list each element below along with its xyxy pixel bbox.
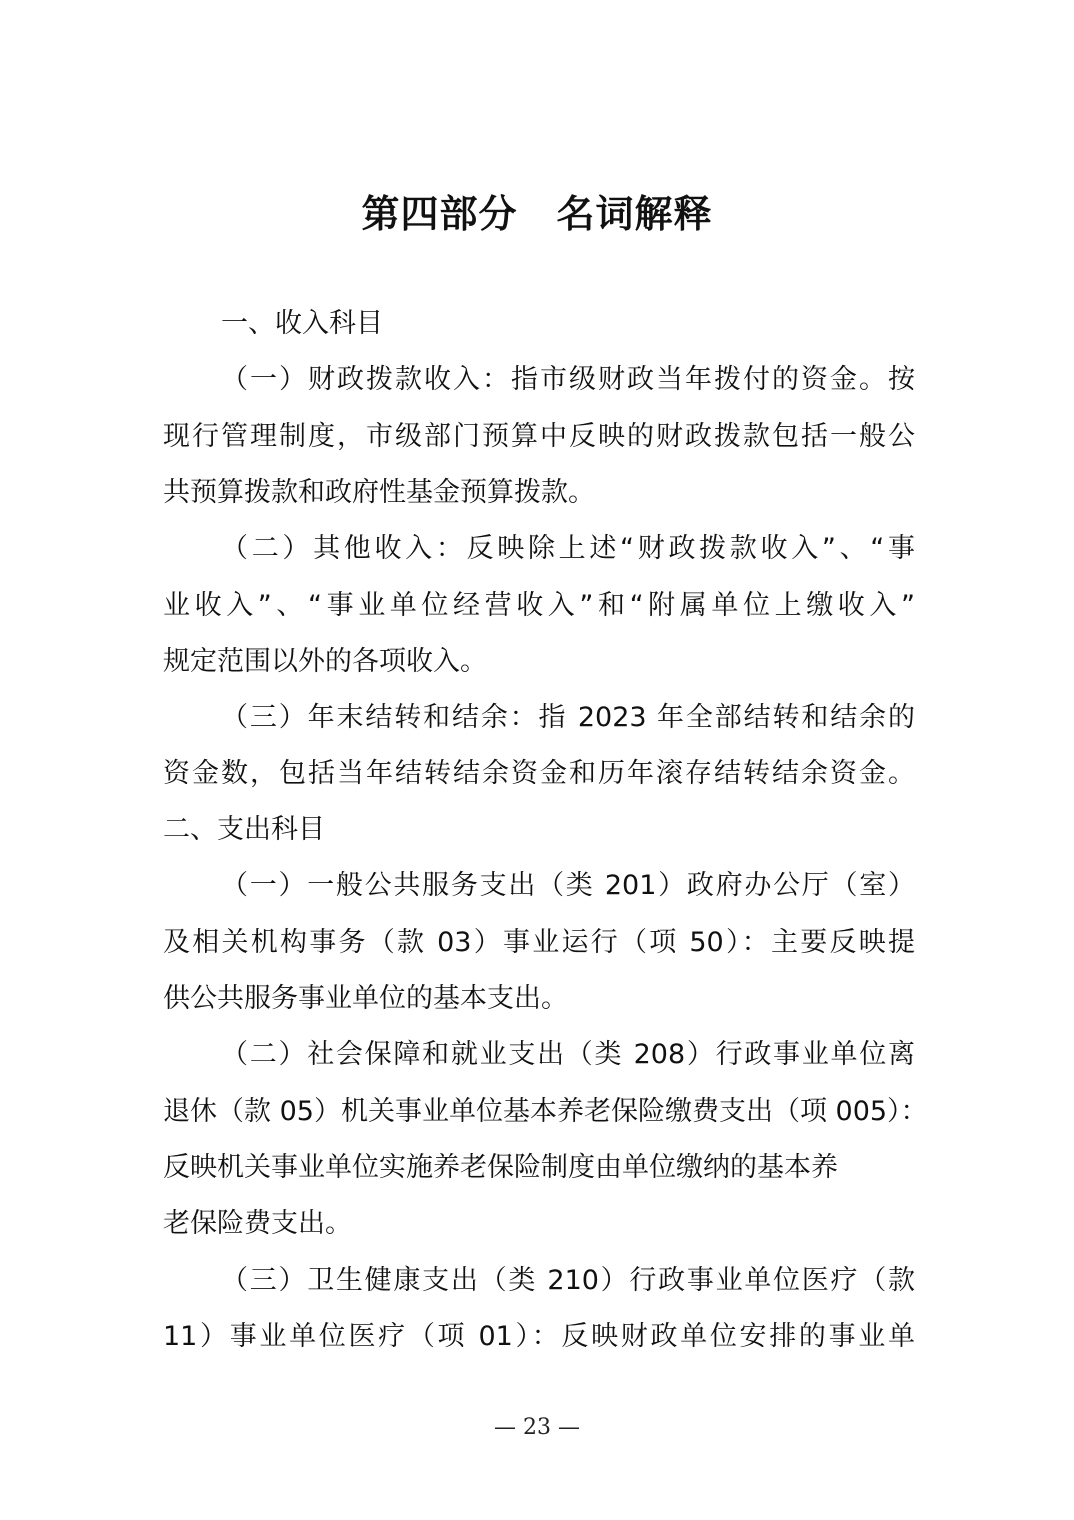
paragraph-line: 规定范围以外的各项收入。 — [163, 646, 487, 677]
paragraph-line: （二）社会保障和就业支出（类 208）行政事业单位离 — [221, 1039, 915, 1070]
paragraph-line: 退休（款 05）机关事业单位基本养老保险缴费支出（项 005）： — [163, 1096, 928, 1127]
paragraph-line: （一）财政拨款收入：指市级财政当年拨付的资金。按 — [221, 364, 915, 395]
paragraph-line: 现行管理制度，市级部门预算中反映的财政拨款包括一般公 — [163, 421, 915, 452]
paragraph-line: （二）其他收入：反映除上述“财政拨款收入”、“事 — [221, 533, 915, 564]
section-heading-income: 一、收入科目 — [221, 308, 383, 339]
section-heading-expenditure: 二、支出科目 — [163, 814, 325, 845]
paragraph-line: 老保险费支出。 — [163, 1208, 352, 1239]
paragraph-line: 共预算拨款和政府性基金预算拨款。 — [163, 477, 595, 508]
paragraph-line: 供公共服务事业单位的基本支出。 — [163, 983, 568, 1014]
paragraph-line: （三）卫生健康支出（类 210）行政事业单位医疗（款 — [221, 1265, 915, 1296]
paragraph-line: 业收入”、“事业单位经营收入”和“附属单位上缴收入” — [163, 590, 915, 621]
page-title: 第四部分 名词解释 — [361, 192, 713, 236]
paragraph-line: 11）事业单位医疗（项 01）：反映财政单位安排的事业单 — [163, 1321, 915, 1352]
paragraph-line: 反映机关事业单位实施养老保险制度由单位缴纳的基本养 — [163, 1152, 838, 1183]
paragraph-line: （三）年末结转和结余：指 2023 年全部结转和结余的 — [221, 702, 915, 733]
paragraph-line: 资金数，包括当年结转结余资金和历年滚存结转结余资金。 — [163, 758, 915, 789]
paragraph-line: 及相关机构事务（款 03）事业运行（项 50）：主要反映提 — [163, 927, 915, 958]
page-number: — 23 — — [494, 1415, 580, 1440]
paragraph-line: （一）一般公共服务支出（类 201）政府办公厅（室） — [221, 870, 915, 901]
